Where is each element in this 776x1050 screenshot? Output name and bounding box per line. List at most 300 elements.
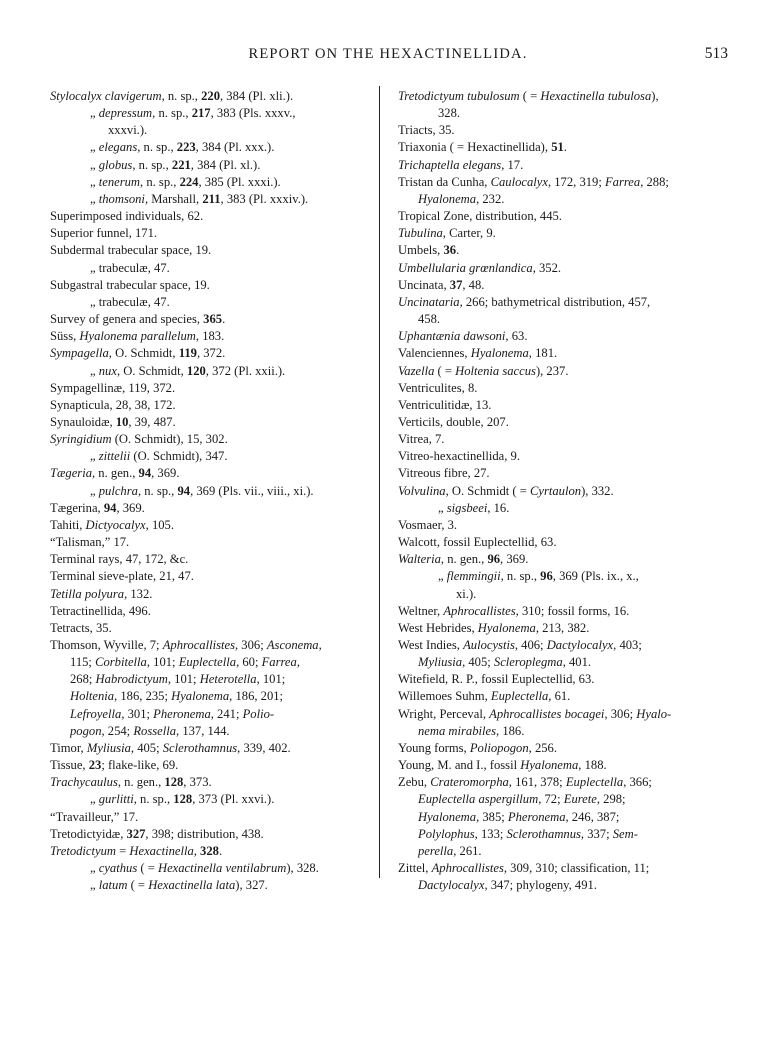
index-line bbox=[50, 586, 372, 603]
index-line bbox=[50, 483, 372, 500]
index-line bbox=[398, 654, 728, 671]
index-text: Valenciennes, bbox=[398, 346, 471, 361]
index-text: Walteria bbox=[398, 552, 441, 567]
index-line bbox=[50, 757, 372, 774]
index-line bbox=[398, 363, 728, 380]
index-text: . bbox=[456, 243, 460, 258]
index-line bbox=[398, 877, 728, 894]
index-text: Young forms, bbox=[398, 740, 470, 755]
index-text: 36 bbox=[443, 243, 457, 258]
index-text: , 137, 144. bbox=[176, 723, 230, 738]
index-text: Weltner, bbox=[398, 603, 444, 618]
index-line bbox=[398, 774, 728, 791]
index-text: . bbox=[218, 843, 223, 858]
index-text: , 373 (Pl. xxvi.). bbox=[192, 792, 275, 807]
index-text: „ bbox=[90, 792, 99, 807]
index-line bbox=[398, 122, 728, 139]
index-text: , 383 (Pl. xxxiv.). bbox=[220, 191, 309, 206]
index-text: Wright, Perceval, bbox=[398, 706, 490, 721]
index-text: , Marshall, bbox=[144, 191, 203, 206]
index-text: , 347; phylogeny, 491. bbox=[484, 878, 597, 893]
index-text: , 101; bbox=[146, 655, 179, 670]
index-text: , n. gen., bbox=[117, 775, 165, 790]
index-text: , 17. bbox=[501, 157, 524, 172]
index-text: Crateromorpha bbox=[430, 775, 509, 790]
index-line bbox=[398, 586, 728, 603]
index-text: Subdermal trabecular space, 19. bbox=[50, 243, 212, 258]
index-text: , 172, 319; bbox=[547, 174, 605, 189]
index-line bbox=[50, 843, 372, 860]
index-text: Stylocalyx clavigerum bbox=[50, 89, 162, 103]
index-text: , 39, 487. bbox=[128, 414, 176, 429]
index-text: Syringidium bbox=[50, 432, 112, 447]
index-line bbox=[398, 345, 728, 362]
index-text: pogon bbox=[70, 723, 102, 738]
index-text: 115; bbox=[70, 655, 96, 670]
index-line bbox=[398, 517, 728, 534]
index-text: Tretodictyidæ, bbox=[50, 826, 127, 841]
index-text: flemmingii bbox=[446, 569, 501, 584]
index-text: , 369. bbox=[151, 466, 180, 481]
index-line bbox=[50, 740, 372, 757]
index-text: , n. sp., bbox=[137, 483, 178, 498]
index-text: , 16. bbox=[487, 500, 510, 515]
index-text: Tetracts, 35. bbox=[50, 620, 112, 635]
index-text: , O. Schmidt, bbox=[108, 346, 179, 361]
index-text: Dactylocalyx bbox=[546, 638, 614, 652]
index-line bbox=[50, 328, 372, 345]
index-text: Hyalo- bbox=[636, 706, 672, 721]
index-text: Euplectella aspergillum bbox=[418, 792, 539, 807]
index-text: Süss, bbox=[50, 329, 80, 344]
index-text: Dictyocalyx bbox=[85, 517, 146, 532]
index-text: Euplectella bbox=[565, 775, 624, 790]
index-text: „ bbox=[90, 174, 99, 189]
index-line bbox=[398, 380, 728, 397]
index-text: Tropical Zone, distribution, 445. bbox=[398, 209, 562, 224]
index-text: Survey of genera and species, bbox=[50, 312, 204, 327]
index-text: ), 332. bbox=[581, 483, 614, 498]
index-text: Aphrocallistes bocagei bbox=[489, 706, 605, 721]
index-text: Tetilla polyura bbox=[50, 586, 125, 601]
index-text: Hyalonema bbox=[418, 191, 477, 206]
index-line bbox=[398, 688, 728, 705]
index-line bbox=[50, 671, 372, 688]
index-text: Superior funnel, 171. bbox=[50, 226, 158, 241]
index-text: Vitreous fibre, 27. bbox=[398, 466, 490, 481]
index-text: 51 bbox=[551, 140, 564, 155]
index-text: (O. Schmidt), 347. bbox=[130, 449, 228, 464]
index-line bbox=[398, 791, 728, 808]
index-line bbox=[398, 191, 728, 208]
index-text: depressum bbox=[98, 106, 153, 121]
index-text: Timor, bbox=[50, 740, 87, 755]
index-text: Euplectella bbox=[490, 689, 549, 704]
index-text: ( = bbox=[519, 89, 541, 103]
index-text: 96 bbox=[487, 552, 501, 567]
index-line bbox=[50, 191, 372, 208]
index-text: , n. sp., bbox=[137, 140, 177, 155]
index-text: ( = bbox=[434, 363, 456, 378]
index-text: „ bbox=[90, 157, 99, 172]
index-text: Tahiti, bbox=[50, 517, 86, 532]
index-text: Myliusia bbox=[418, 655, 463, 670]
index-line bbox=[50, 260, 372, 277]
index-text: Corbitella bbox=[95, 655, 147, 670]
index-text: , 366; bbox=[623, 775, 652, 790]
index-text: , 261. bbox=[453, 843, 482, 858]
index-text: Hyalonema bbox=[470, 346, 529, 361]
index-text: , n. sp., bbox=[500, 569, 541, 584]
index-text: , 384 (Pl. xxx.). bbox=[195, 140, 275, 155]
index-text: Polylophus bbox=[418, 826, 475, 841]
index-line bbox=[50, 414, 372, 431]
index-text: Subgastral trabecular space, 19. bbox=[50, 277, 210, 292]
index-text: , 181. bbox=[528, 346, 558, 361]
index-text: Polio- bbox=[242, 706, 275, 721]
index-text: Hyalonema parallelum bbox=[79, 329, 196, 344]
index-line bbox=[50, 551, 372, 568]
index-text: Zittel, bbox=[398, 861, 432, 876]
index-text: = bbox=[116, 843, 130, 858]
index-text: Tægerina, bbox=[50, 500, 104, 515]
index-line bbox=[398, 174, 728, 191]
index-text: “Talisman,” 17. bbox=[50, 535, 130, 550]
index-text: , 309, 310; classification, 11; bbox=[503, 861, 650, 876]
index-text: , 72; bbox=[538, 792, 564, 807]
index-text: , 310; fossil forms, 16. bbox=[515, 603, 630, 618]
index-line bbox=[398, 534, 728, 551]
index-text: (O. Schmidt), 15, 302. bbox=[111, 432, 228, 447]
index-text: gurlitti bbox=[98, 792, 134, 807]
index-text: „ bbox=[90, 363, 99, 378]
index-text: 217 bbox=[191, 106, 211, 121]
index-text: Hyalonema bbox=[520, 758, 579, 773]
index-text: Thomson, Wyville, 7; bbox=[50, 638, 163, 652]
index-text: 328. bbox=[438, 106, 461, 121]
index-text: , 266; bathymetrical distribution, 457, bbox=[459, 294, 651, 309]
index-line bbox=[50, 826, 372, 843]
index-line bbox=[50, 345, 372, 362]
index-line bbox=[50, 431, 372, 448]
index-text: „ bbox=[90, 140, 99, 155]
index-line bbox=[398, 723, 728, 740]
index-text: sigsbeei bbox=[446, 500, 488, 515]
index-text: cyathus bbox=[98, 861, 138, 876]
index-text: Vazella bbox=[398, 363, 435, 378]
index-column-left bbox=[50, 88, 372, 894]
index-text: Uphantænia dawsoni bbox=[398, 329, 506, 344]
index-line bbox=[50, 568, 372, 585]
index-text: , bbox=[318, 638, 322, 652]
index-text: , 61. bbox=[548, 689, 571, 704]
index-text: Lefroyella bbox=[70, 706, 122, 721]
index-text: Sclerothamnus bbox=[506, 826, 581, 841]
index-text: „ trabeculæ, 47. bbox=[90, 294, 170, 309]
index-text: , 403; bbox=[613, 638, 642, 652]
index-text: . bbox=[563, 140, 567, 155]
index-text: perella bbox=[418, 843, 454, 858]
index-line bbox=[398, 757, 728, 774]
index-text: thomsoni bbox=[98, 191, 145, 206]
index-text: “Travailleur,” 17. bbox=[50, 809, 139, 824]
index-line bbox=[398, 105, 728, 122]
index-text: Terminal sieve-plate, 21, 47. bbox=[50, 569, 194, 584]
index-text: , 383 (Pls. xxxv., bbox=[210, 106, 296, 121]
index-text: Superimposed individuals, 62. bbox=[50, 209, 204, 224]
index-text: , 306; bbox=[235, 638, 267, 652]
index-line bbox=[398, 448, 728, 465]
index-text: pulchra bbox=[98, 483, 138, 498]
index-text: , 372 (Pl. xxii.). bbox=[205, 363, 286, 378]
index-text: Umbellularia grœnlandica bbox=[398, 260, 533, 275]
index-text: Trichaptella elegans bbox=[398, 157, 502, 172]
index-line bbox=[50, 242, 372, 259]
index-text: ( = bbox=[127, 878, 149, 893]
index-text: , 385 (Pl. xxxi.). bbox=[198, 174, 281, 189]
index-line bbox=[398, 139, 728, 156]
index-text: , 385; bbox=[476, 809, 508, 824]
index-text: Walcott, fossil Euplectellid, 63. bbox=[398, 535, 557, 550]
index-text: , 161, 378; bbox=[508, 775, 566, 790]
index-text: zittelii bbox=[98, 449, 131, 464]
index-line bbox=[50, 637, 372, 654]
index-text: 220 bbox=[201, 89, 220, 103]
index-text: Farrea bbox=[604, 174, 641, 189]
index-text: 120 bbox=[186, 363, 206, 378]
index-text: , O. Schmidt, bbox=[116, 363, 187, 378]
index-line bbox=[50, 603, 372, 620]
index-text: , 306; bbox=[604, 706, 637, 721]
index-text: globus bbox=[98, 157, 133, 172]
index-text: Uncinataria bbox=[398, 294, 460, 309]
index-line bbox=[50, 448, 372, 465]
index-text: „ bbox=[90, 449, 99, 464]
index-line bbox=[50, 774, 372, 791]
index-text: 458. bbox=[418, 312, 441, 327]
index-text: 10 bbox=[115, 414, 129, 429]
index-line bbox=[50, 654, 372, 671]
index-line bbox=[398, 620, 728, 637]
index-text: , n. sp., bbox=[132, 157, 172, 172]
index-text: , 369 (Pls. ix., x., bbox=[552, 569, 639, 584]
index-text: Trachycaulus bbox=[50, 775, 118, 790]
index-text: Aphrocallistes bbox=[443, 603, 516, 618]
index-text: , 384 (Pl. xli.). bbox=[220, 89, 294, 103]
index-text: Aulocystis bbox=[463, 638, 515, 652]
index-text: 94 bbox=[138, 466, 152, 481]
index-text: Eurete bbox=[563, 792, 597, 807]
index-text: ( = bbox=[137, 861, 158, 876]
index-text: , 339, 402. bbox=[237, 740, 291, 755]
index-text: Holtenia bbox=[70, 689, 115, 704]
index-line bbox=[50, 860, 372, 877]
index-text: , n. sp., bbox=[140, 174, 180, 189]
index-text: Vosmaer, 3. bbox=[398, 517, 458, 532]
index-text: West Indies, bbox=[398, 638, 464, 652]
index-text: Ventriculites, 8. bbox=[398, 380, 478, 395]
index-line bbox=[398, 706, 728, 723]
index-line bbox=[50, 157, 372, 174]
index-text: , 369 (Pls. vii., viii., xi.). bbox=[190, 483, 314, 498]
index-text: West Hebrides, bbox=[398, 620, 478, 635]
index-text: Aphrocallistes bbox=[431, 861, 504, 876]
index-line bbox=[50, 465, 372, 482]
index-text: , 337; bbox=[580, 826, 613, 841]
index-line bbox=[398, 225, 728, 242]
index-line bbox=[50, 277, 372, 294]
index-line bbox=[398, 465, 728, 482]
index-text: . bbox=[222, 312, 226, 327]
index-text: 23 bbox=[88, 758, 102, 773]
index-text: , 369. bbox=[116, 500, 145, 515]
index-text: Tretodictyum bbox=[50, 843, 116, 858]
index-text: , n. gen., bbox=[92, 466, 139, 481]
index-text: , 405; bbox=[130, 740, 163, 755]
index-text: xi.). bbox=[456, 586, 477, 601]
index-text: , 60; bbox=[236, 655, 262, 670]
index-text: „ bbox=[90, 483, 99, 498]
index-text: „ bbox=[90, 191, 99, 206]
index-text: Synapticula, 28, 38, 172. bbox=[50, 397, 176, 412]
index-text: , 133; bbox=[474, 826, 507, 841]
page-header-title: REPORT ON THE HEXACTINELLIDA. bbox=[248, 46, 528, 62]
index-text: , 384 (Pl. xl.). bbox=[190, 157, 261, 172]
index-text: , 63. bbox=[505, 329, 528, 344]
index-line bbox=[398, 397, 728, 414]
index-text: , n. sp., bbox=[161, 89, 202, 103]
index-text: nux bbox=[98, 363, 117, 378]
index-line bbox=[398, 671, 728, 688]
index-line bbox=[50, 791, 372, 808]
index-text: , 213, 382. bbox=[535, 620, 590, 635]
index-text: , 301; bbox=[121, 706, 154, 721]
index-text: 94 bbox=[103, 500, 117, 515]
index-text: , 352. bbox=[532, 260, 562, 275]
index-text: Dactylocalyx bbox=[418, 878, 485, 893]
index-text: Tubulina bbox=[398, 226, 443, 241]
index-text: 327 bbox=[126, 826, 146, 841]
index-text: 128 bbox=[173, 792, 193, 807]
index-text: Sympagellinæ, 119, 372. bbox=[50, 380, 176, 395]
index-text: Umbels, bbox=[398, 243, 444, 258]
index-text: Verticils, double, 207. bbox=[398, 414, 509, 429]
index-text: Synauloidæ, bbox=[50, 414, 116, 429]
index-text: „ trabeculæ, 47. bbox=[90, 260, 170, 275]
index-text: Triacts, 35. bbox=[398, 123, 455, 138]
index-text: Pheronema bbox=[507, 809, 566, 824]
index-line bbox=[398, 294, 728, 311]
index-text: , 241; bbox=[210, 706, 243, 721]
index-line bbox=[50, 294, 372, 311]
index-text: Hyalonema bbox=[477, 620, 536, 635]
index-column-right bbox=[398, 88, 728, 894]
index-line bbox=[50, 877, 372, 894]
index-text: Hexactinella ventilabrum bbox=[157, 861, 287, 876]
index-text: Zebu, bbox=[398, 775, 431, 790]
index-text: Heterotella bbox=[199, 672, 257, 687]
index-text: 268; bbox=[70, 672, 96, 687]
index-line bbox=[50, 517, 372, 534]
index-text: 37 bbox=[449, 277, 463, 292]
index-text: Willemoes Suhm, bbox=[398, 689, 491, 704]
index-text: Cyrtaulon bbox=[530, 483, 582, 498]
index-text: „ bbox=[438, 500, 447, 515]
index-text: Rossella bbox=[133, 723, 177, 738]
index-text: 223 bbox=[176, 140, 196, 155]
index-text: , bbox=[296, 655, 300, 670]
index-text: , 183. bbox=[195, 329, 225, 344]
index-line bbox=[398, 860, 728, 877]
index-line bbox=[50, 620, 372, 637]
index-text: , bbox=[193, 843, 201, 858]
index-line bbox=[398, 208, 728, 225]
index-text: , 101; bbox=[256, 672, 286, 687]
index-text: „ bbox=[90, 861, 99, 876]
index-line bbox=[50, 380, 372, 397]
index-text: latum bbox=[98, 878, 128, 893]
index-line bbox=[398, 500, 728, 517]
index-text: Hexactinella tubulosa bbox=[540, 89, 652, 103]
index-text: Tissue, bbox=[50, 758, 89, 773]
index-text: elegans bbox=[98, 140, 138, 155]
index-text: , 105. bbox=[145, 517, 174, 532]
index-line bbox=[50, 139, 372, 156]
index-line bbox=[50, 500, 372, 517]
index-text: Vitreo-hexactinellida, 9. bbox=[398, 449, 520, 464]
index-line bbox=[398, 637, 728, 654]
index-text: Pheronema bbox=[153, 706, 211, 721]
index-text: ; flake-like, 69. bbox=[101, 758, 179, 773]
index-line bbox=[50, 534, 372, 551]
index-text: 128 bbox=[164, 775, 184, 790]
index-text: 328 bbox=[200, 843, 219, 858]
index-text: ), 237. bbox=[535, 363, 569, 378]
index-text: Holtenia saccus bbox=[455, 363, 536, 378]
index-line bbox=[50, 225, 372, 242]
index-text: , 186, 201; bbox=[229, 689, 284, 704]
index-line bbox=[398, 277, 728, 294]
index-text: Tristan da Cunha, bbox=[398, 174, 491, 189]
index-text: , n. gen., bbox=[440, 552, 488, 567]
index-text: , 254; bbox=[101, 723, 134, 738]
index-line bbox=[398, 483, 728, 500]
index-text: Uncinata, bbox=[398, 277, 450, 292]
index-line bbox=[50, 723, 372, 740]
index-text: , 186, 235; bbox=[114, 689, 172, 704]
index-text: 211 bbox=[202, 191, 221, 206]
index-line bbox=[50, 122, 372, 139]
index-text: Aphrocallistes bbox=[162, 638, 235, 652]
index-text: 221 bbox=[171, 157, 191, 172]
index-text: , 406; bbox=[514, 638, 547, 652]
index-text: Hexactinella bbox=[129, 843, 194, 858]
index-line bbox=[50, 706, 372, 723]
index-line bbox=[50, 311, 372, 328]
index-text: , 246, 387; bbox=[565, 809, 620, 824]
index-text: , 398; distribution, 438. bbox=[145, 826, 264, 841]
index-line bbox=[398, 809, 728, 826]
index-text: nema mirabiles bbox=[418, 723, 497, 738]
index-line bbox=[398, 88, 728, 105]
index-text: Hyalonema bbox=[171, 689, 230, 704]
index-text: Witefield, R. P., fossil Euplectellid, 63. bbox=[398, 672, 595, 687]
index-text: Tretodictyum tubulosum bbox=[398, 89, 520, 103]
index-text: Caulocalyx bbox=[490, 174, 548, 189]
index-text: , 373. bbox=[183, 775, 212, 790]
index-line bbox=[398, 157, 728, 174]
index-text: Euplectella bbox=[178, 655, 237, 670]
